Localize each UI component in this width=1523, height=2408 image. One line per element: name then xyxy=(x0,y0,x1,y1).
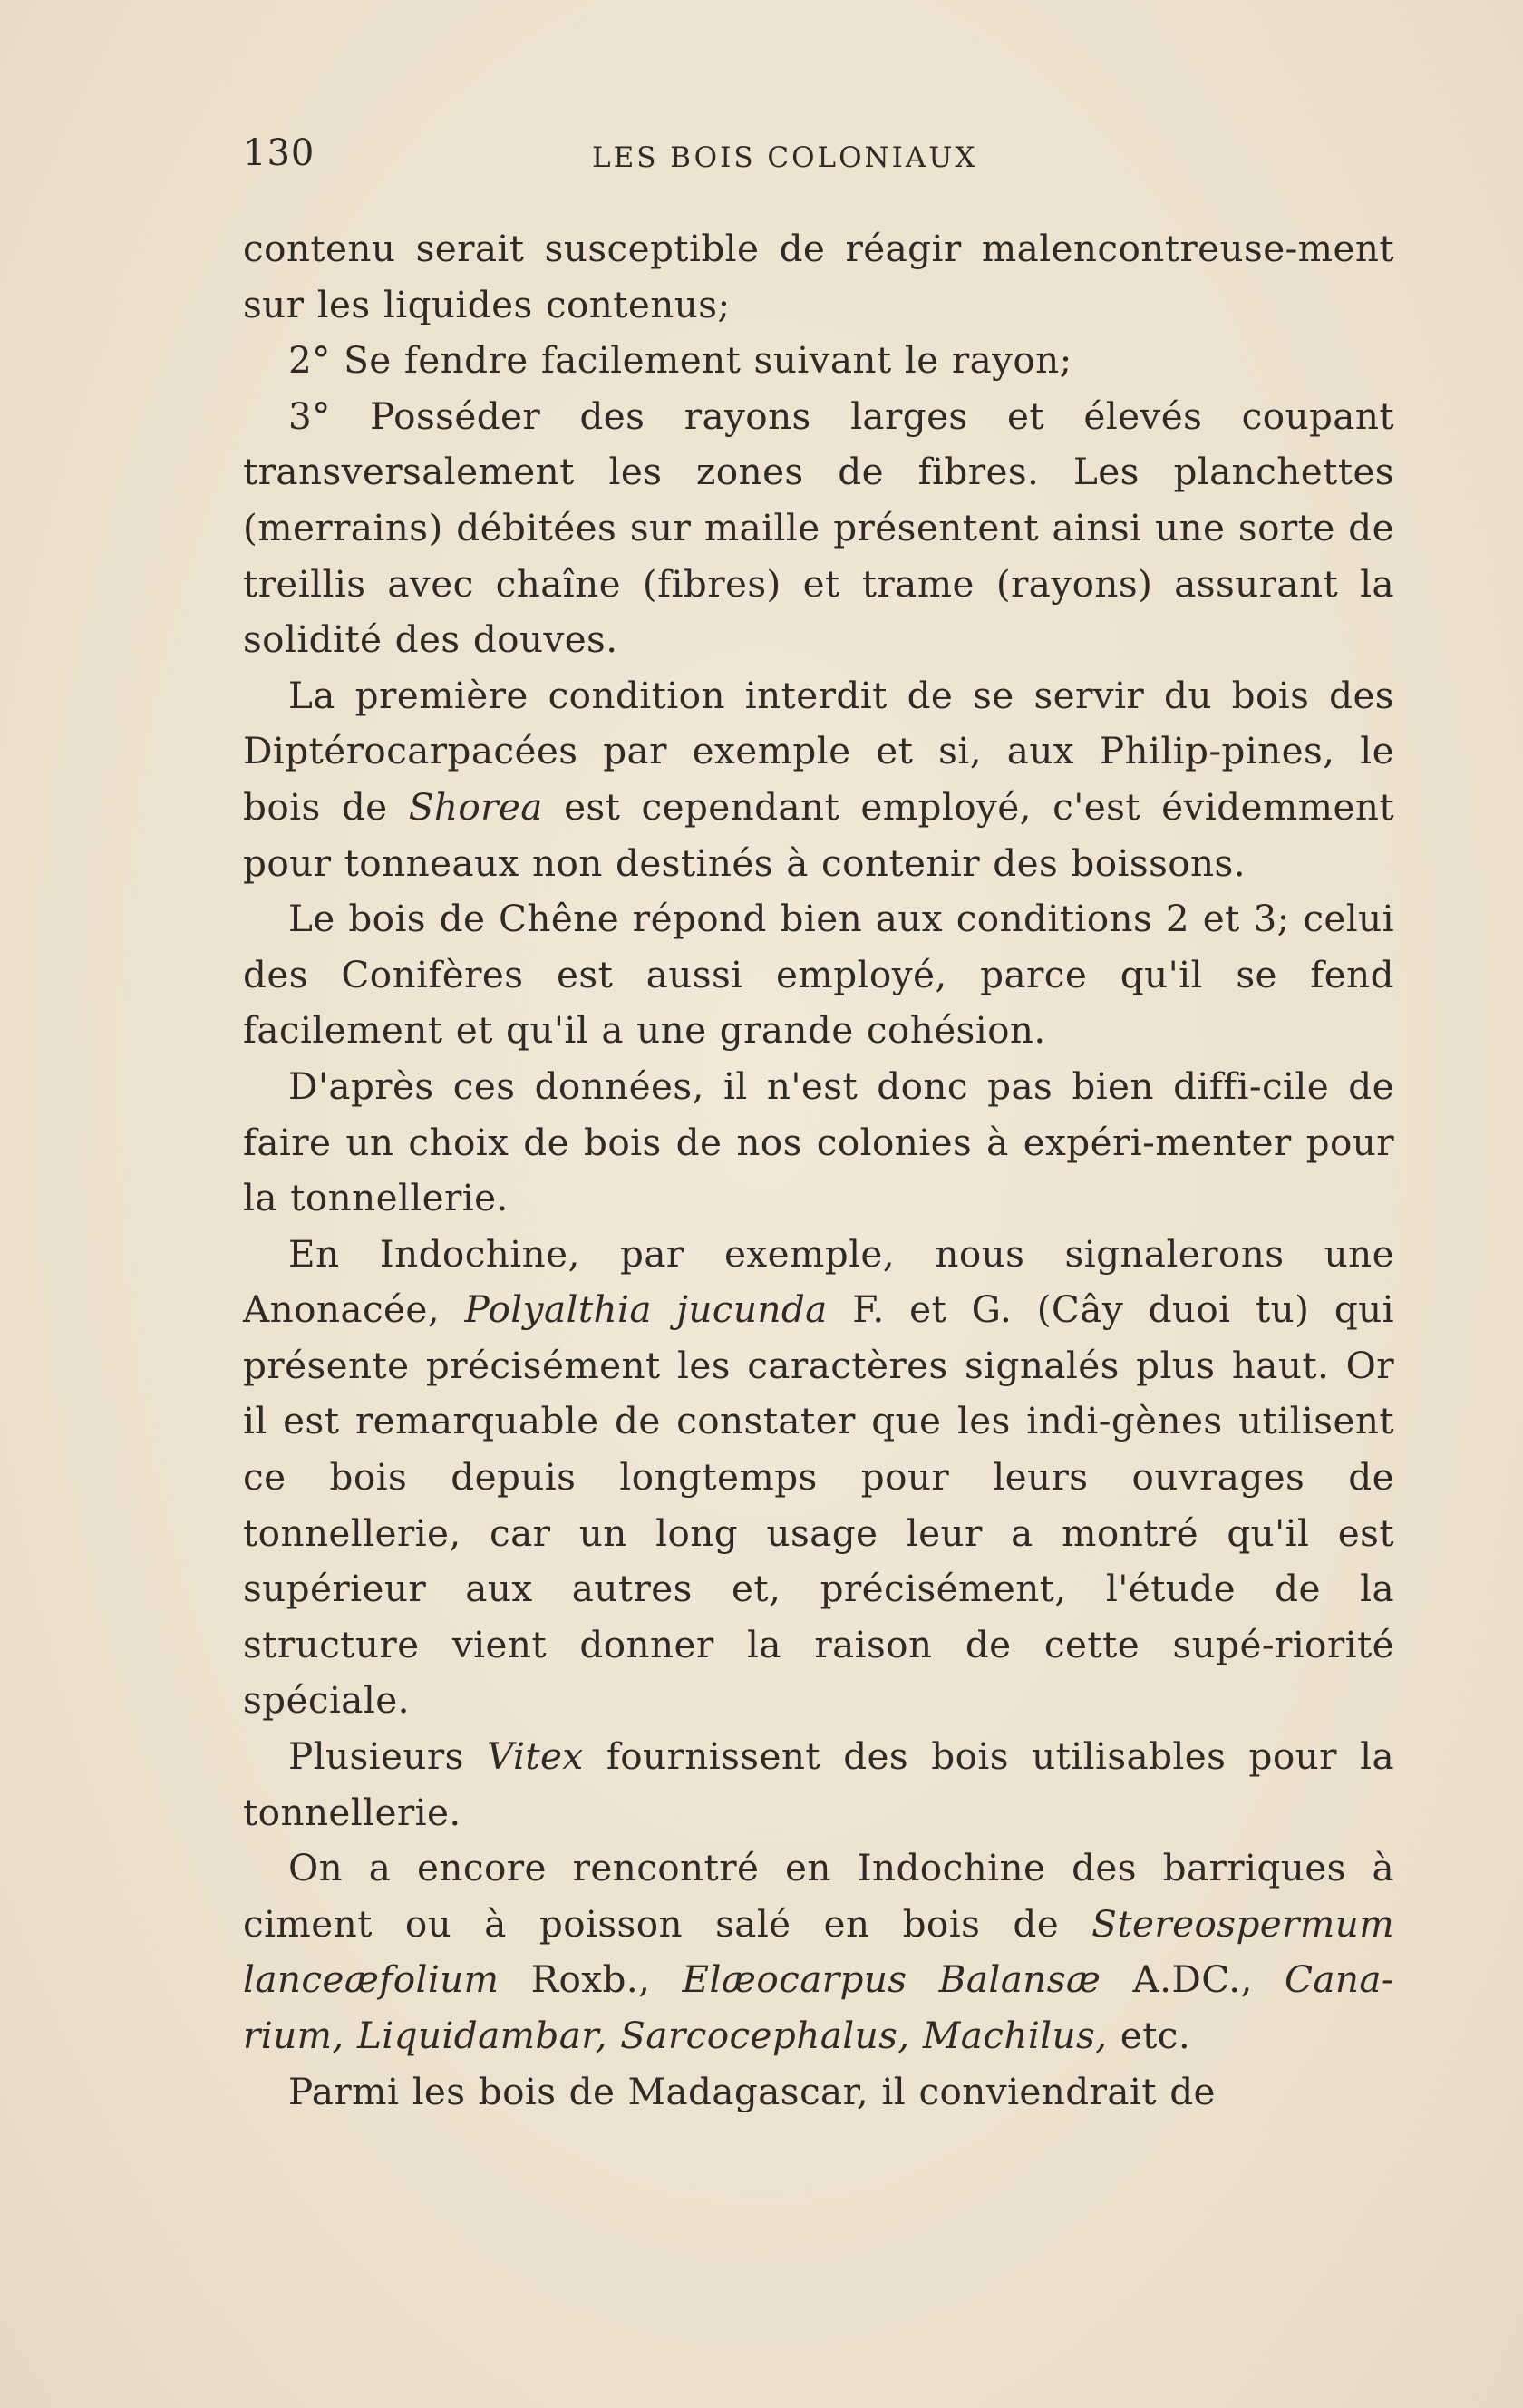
text-run: La première condition interdit de se servir du bois des Diptérocarpacées par exemple et si, aux Philip-pines, le bois de xyxy=(243,673,1394,829)
paragraph xyxy=(243,1227,1394,1729)
paragraph xyxy=(243,1059,1394,1227)
text-run: Le bois de Chêne répond bien aux conditions 2 et 3; celui des Conifères est aussi employé, parce qu'il se fend facilement et qu'il a une grande cohésion. xyxy=(243,897,1394,1053)
running-title: LES BOIS COLONIAUX xyxy=(592,141,978,174)
paragraph xyxy=(243,2064,1394,2121)
text-run: 2° Se fendre facilement suivant le rayon; xyxy=(288,338,1072,383)
italic-term: Vitex xyxy=(487,1734,584,1779)
text-run: contenu serait susceptible de réagir malencontreuse-ment sur les liquides contenus; xyxy=(243,227,1394,326)
text-run: fournissent des bois utilisables pour la tonnellerie. xyxy=(243,1734,1395,1834)
text-run: est cependant employé, c'est évidemment pour tonneaux non destinés à contenir des boissons. xyxy=(243,784,1395,885)
italic-term: Polyalthia jucunda xyxy=(464,1287,828,1332)
text-run: F. et G. (Cây duoi tu) qui présente précisément les caractères signalés plus haut. Or il est remarquable de constater que les indi-gènes utilisent ce bois depuis longtemps pour leurs ouvrages de tonnellerie, car un long usage leur a montré qu'il est supérieur aux autres et, précisément, l'étude de la structure vient donner la raison de cette supé-riorité spéciale. xyxy=(243,1287,1394,1723)
text-run: En Indochine, par exemple, nous signalerons une Anonacée, xyxy=(243,1231,1394,1332)
text-run: Parmi les bois de Madagascar, il conviendrait de xyxy=(288,2069,1216,2113)
page-header xyxy=(243,127,1394,185)
text-run: On a encore rencontré en Indochine des barriques à ciment ou à poisson salé en bois de xyxy=(243,1846,1394,1946)
paragraph xyxy=(243,1840,1394,2063)
paragraph xyxy=(243,333,1394,389)
page-number: 130 xyxy=(243,132,315,174)
body-text xyxy=(243,221,1394,2120)
paragraph xyxy=(243,389,1394,668)
text-run: D'après ces données, il n'est donc pas bien diffi-cile de faire un choix de bois de nos colonies à expéri-menter pour la tonnellerie. xyxy=(243,1063,1394,1220)
italic-term: Stereospermum lanceæfolium xyxy=(243,1901,1394,2002)
paragraph xyxy=(243,1729,1394,1840)
paragraph xyxy=(243,221,1394,333)
italic-term: Shorea xyxy=(408,784,543,829)
text-run: A.DC., xyxy=(1101,1957,1285,2002)
paragraph xyxy=(243,668,1394,891)
text-run: Plusieurs xyxy=(288,1734,488,1779)
italic-term: Elæocarpus Balansæ xyxy=(682,1957,1101,2002)
book-page xyxy=(243,127,1394,2120)
paragraph xyxy=(243,891,1394,1059)
italic-term: Cana-rium, Liquidambar, Sarcocephalus, Machilus, xyxy=(243,1957,1394,2057)
text-run: 3° Posséder des rayons larges et élevés coupant transversalement les zones de fibres. Les planchettes (merrains) débitées sur maille présentent ainsi une sorte de treillis avec chaîne (fibres) et trame (rayons) assurant la solidité des douves. xyxy=(243,393,1394,662)
text-run: etc. xyxy=(1107,2014,1191,2057)
text-run: Roxb., xyxy=(499,1957,683,2002)
